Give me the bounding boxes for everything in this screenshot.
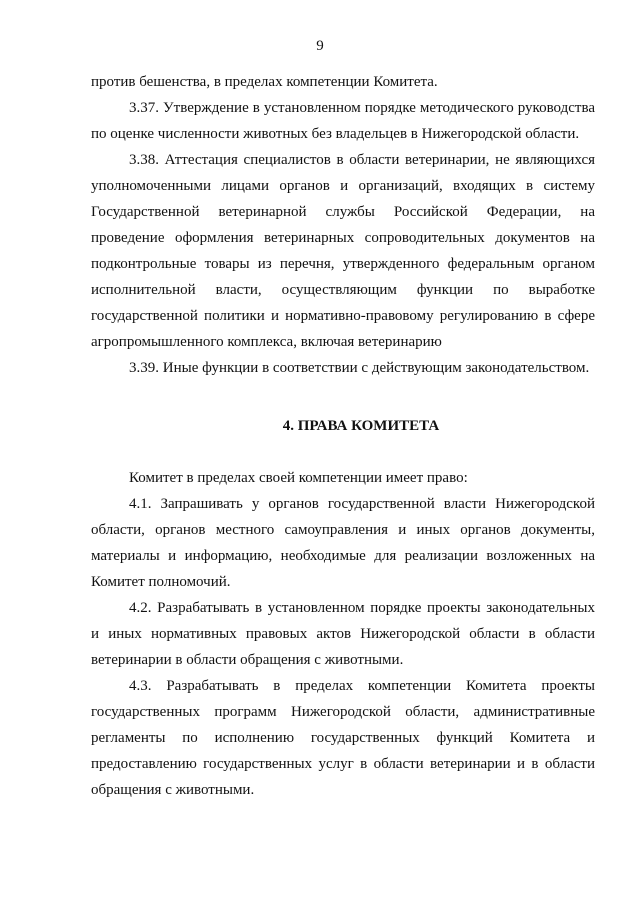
spacer (91, 381, 595, 413)
paragraph-3-37: 3.37. Утверждение в установленном порядке методического руководства по оценке численности животных без владельцев в Нижегородской области. (91, 100, 595, 142)
paragraph-4-2: 4.2. Разрабатывать в установленном порядке проекты законодательных и иных нормативных правовых актов Нижегородской области в области ветеринарии в области обращения с животными. (91, 600, 595, 668)
section-heading: 4. ПРАВА КОМИТЕТА (282, 418, 440, 434)
paragraph-4-3: 4.3. Разрабатывать в пределах компетенции Комитета проекты государственных программ Нижегородской области, административные регламенты по исполнению государственных функций Комитета и предоставлению государственных услуг в области ветеринарии и в области обращения с животными. (91, 678, 595, 798)
paragraph-3-39: 3.39. Иные функции в соответствии с действующим законодательством. (129, 360, 590, 376)
document-body (91, 69, 595, 803)
paragraph-continuation: против бешенства, в пределах компетенции Комитета. (91, 74, 438, 90)
page-number: 9 (316, 38, 324, 54)
paragraph-4-1: 4.1. Запрашивать у органов государственной власти Нижегородской области, органов местного самоуправления и иных органов документы, материалы и информацию, необходимые для реализации возложенных на Комитет полномочий. (91, 496, 595, 590)
spacer (91, 439, 595, 465)
paragraph-intro: Комитет в пределах своей компетенции имеет право: (129, 470, 468, 486)
paragraph-3-38: 3.38. Аттестация специалистов в области ветеринарии, не являющихся уполномоченными лицами органов и организаций, входящих в систему Государственной ветеринарной службы Российской Федерации, на проведение оформления ветеринарных сопроводительных документов на подконтрольные товары из перечня, утвержденного федеральным органом исполнительной власти, осуществляющим функции по выработке государственной политики и нормативно-правовому регулированию в сфере агропромышленного комплекса, включая ветеринарию (91, 152, 595, 350)
